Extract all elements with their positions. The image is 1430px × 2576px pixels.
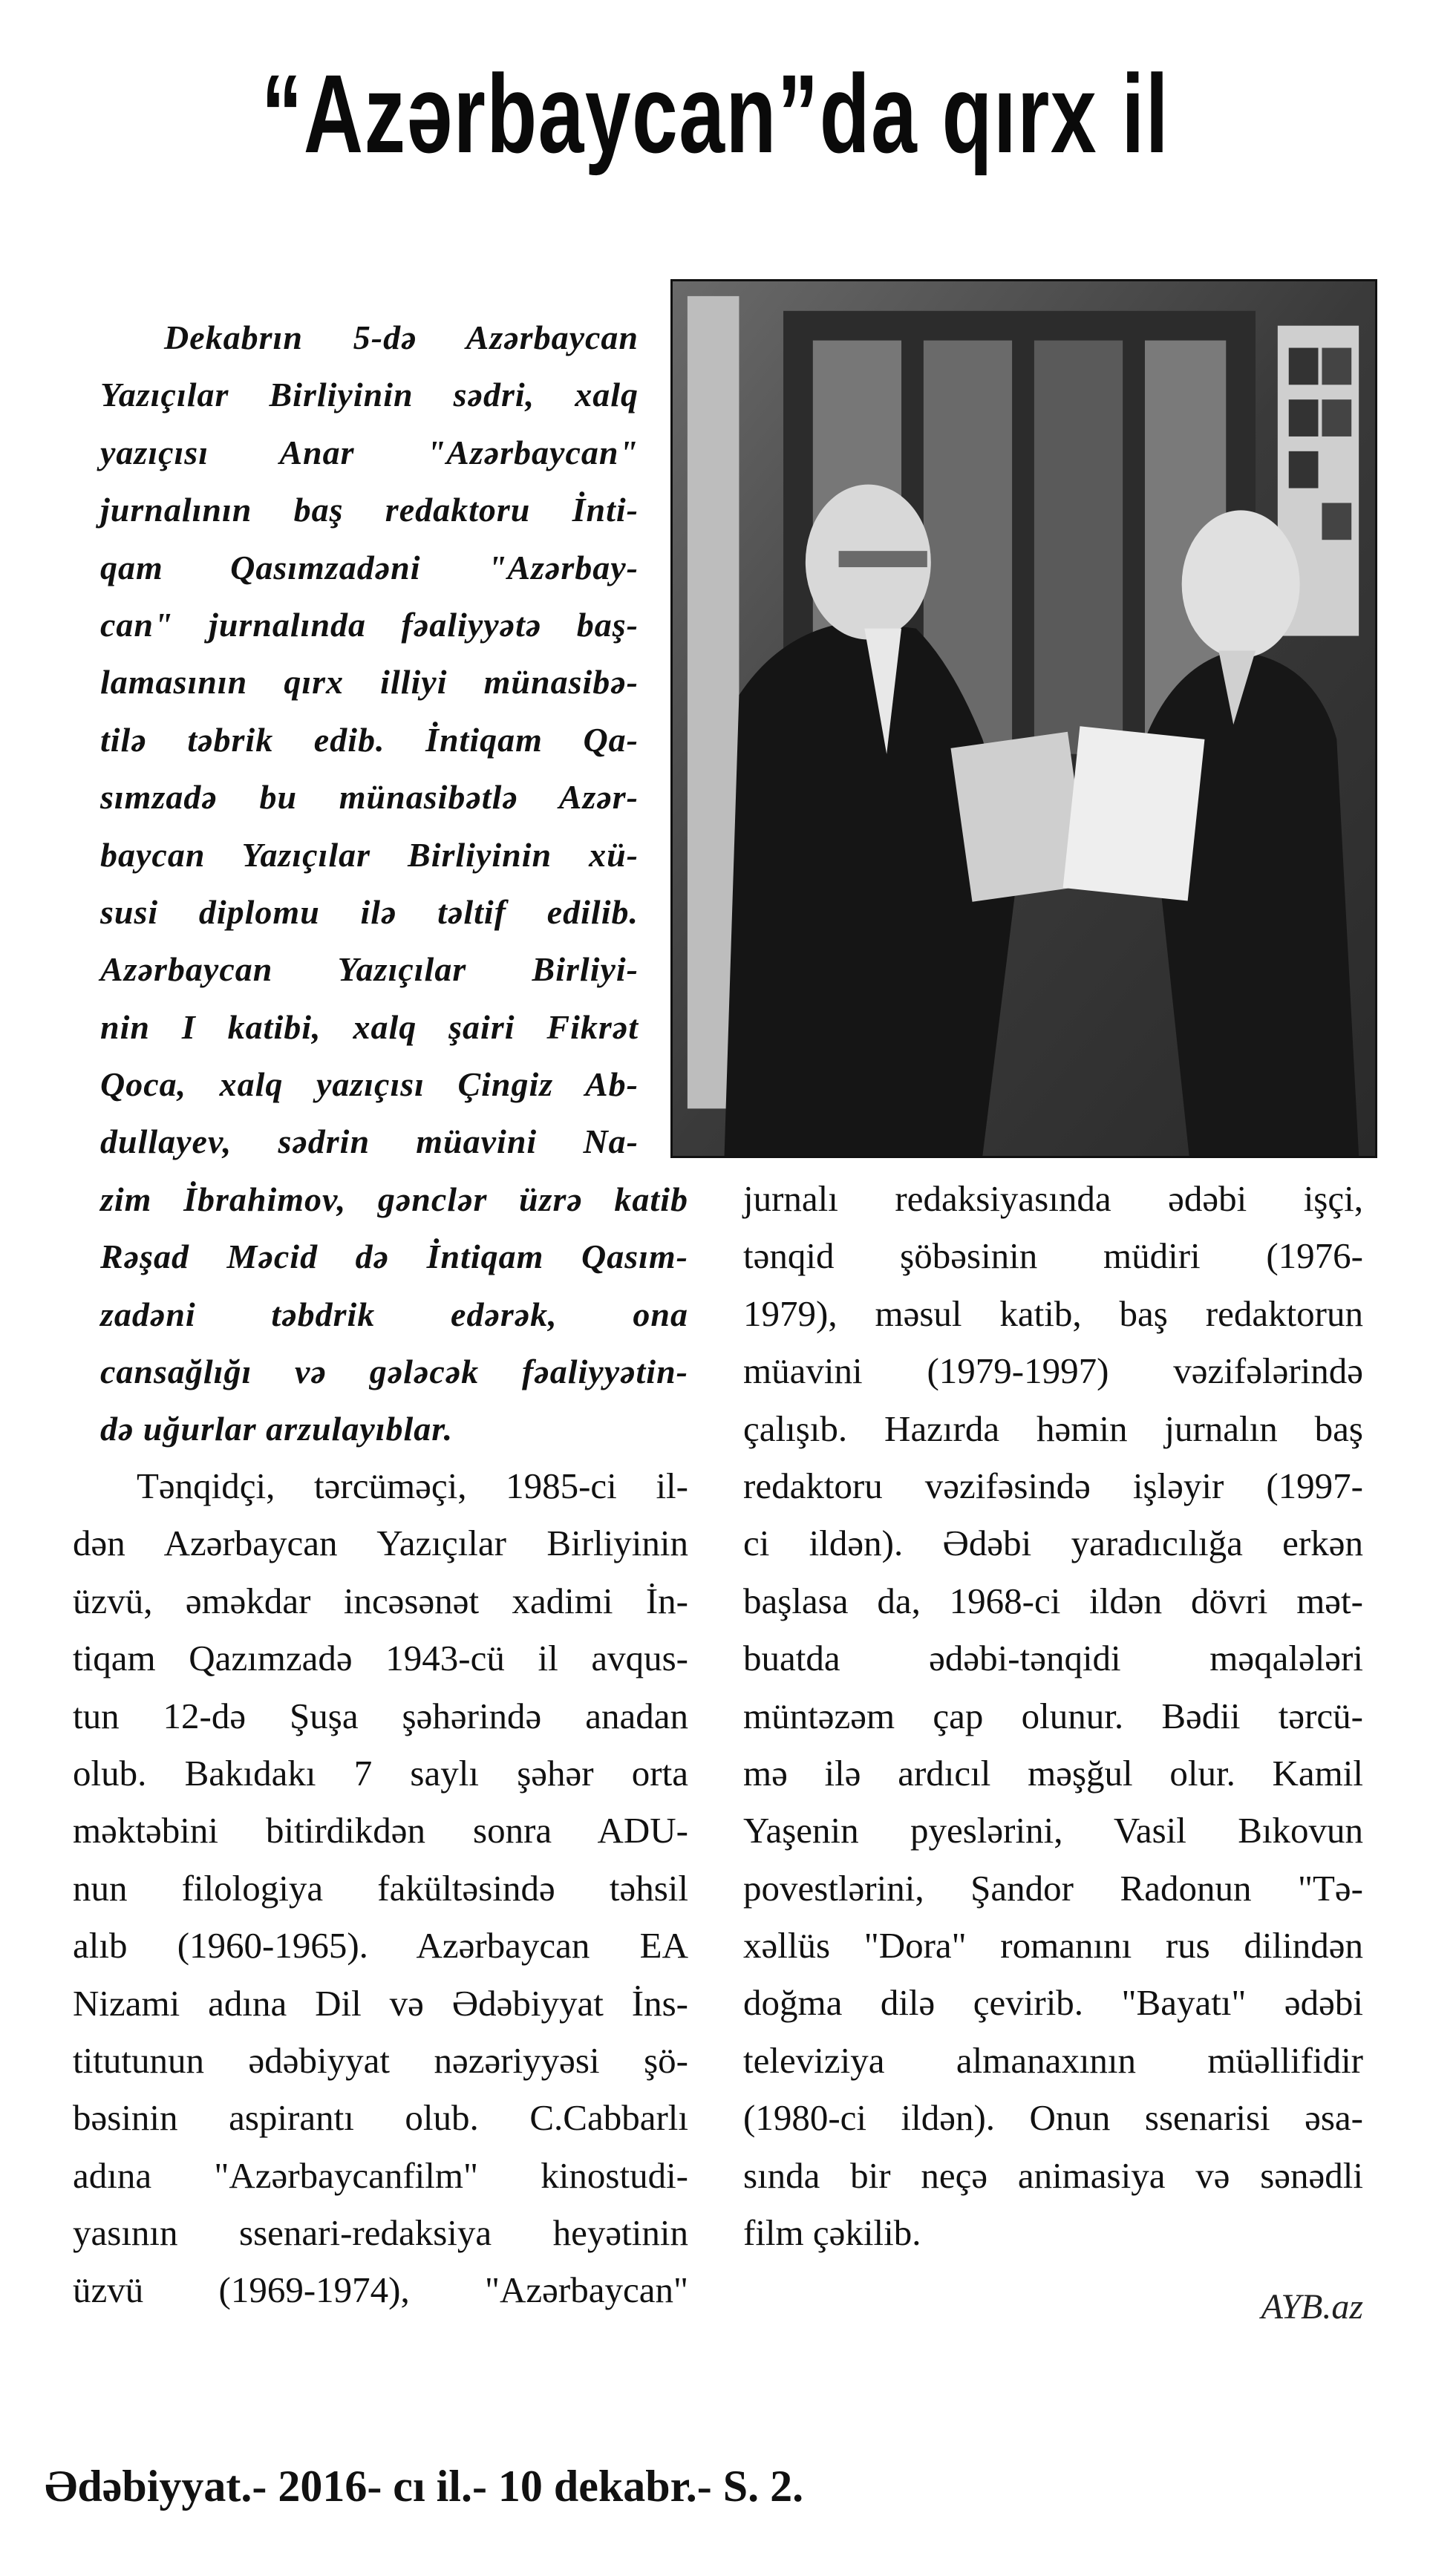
text-line: Dekabrın 5-də Azərbaycan [164, 318, 639, 356]
text-line: dən Azərbaycan Yazıçılar Birliyinin [73, 1523, 688, 1564]
text-line: yasının ssenari-redaksiya heyətinin [73, 2212, 688, 2254]
text-line: tilə təbrik edib. İntiqam Qa- [100, 720, 639, 759]
text-line: mə ilə ardıcıl məşğul olur. Kamil [743, 1752, 1363, 1794]
text-line: Qoca, xalq yazıçısı Çingiz Ab- [100, 1065, 639, 1104]
text-line: müavini (1979-1997) vəzifələrində [743, 1350, 1363, 1392]
text-line: də uğurlar arzulayıblar. [100, 1410, 454, 1448]
text-line: susi diplomu ilə təltif edilib. [100, 892, 639, 931]
text-line: jurnalı redaksiyasında ədəbi işçi, [743, 1178, 1363, 1219]
text-line: tun 12-də Şuşa şəhərində anadan [73, 1695, 688, 1736]
text-line: baycan Yazıçılar Birliyinin xü- [100, 835, 639, 874]
text-line: üzvü, əməkdar incəsənət xadimi İn- [73, 1580, 688, 1621]
text-line: Nizami adına Dil və Ədəbiyyat İns- [73, 1982, 688, 2024]
article-lead [100, 309, 688, 1458]
article-body-right-column [743, 1170, 1363, 2261]
text-line: cansağlığı və gələcək fəaliyyətin- [100, 1353, 688, 1391]
text-line: qam Qasımzadəni "Azərbay- [100, 548, 639, 586]
article-source: AYB.az [1261, 2287, 1363, 2327]
text-line: doğma dilə çevirib. "Bayatı" ədəbi [743, 1982, 1363, 2024]
text-line: başlasa da, 1968-ci ildən dövri mət- [743, 1580, 1363, 1621]
text-line: povestlərini, Şandor Radonun "Tə- [743, 1867, 1363, 1909]
text-line: sımzadə bu münasibətlə Azər- [100, 778, 639, 817]
text-line: jurnalının baş redaktoru İnti- [100, 491, 639, 529]
text-line: zim İbrahimov, gənclər üzrə katib [100, 1180, 688, 1218]
text-line: dullayev, sədrin müavini Na- [100, 1122, 639, 1161]
text-line: (1980-ci ildən). Onun ssenarisi əsa- [743, 2097, 1363, 2139]
text-line: yazıçısı Anar "Azərbaycan" [100, 433, 639, 471]
photo-award-ceremony [673, 281, 1375, 1156]
text-line: redaktoru vəzifəsində işləyir (1997- [743, 1465, 1363, 1506]
article-photo [670, 279, 1377, 1158]
text-line: film çəkilib. [743, 2212, 921, 2254]
text-line: Yaşenin pyeslərini, Vasil Bıkovun [743, 1810, 1363, 1851]
publication-citation: Ədəbiyyat.- 2016- cı il.- 10 dekabr.- S. 2. [45, 2462, 804, 2511]
text-line: çalışıb. Hazırda həmin jurnalın baş [743, 1408, 1363, 1449]
text-line: Azərbaycan Yazıçılar Birliyi- [100, 950, 639, 989]
text-line: Yazıçılar Birliyinin sədri, xalq [100, 376, 639, 414]
text-line: lamasının qırx illiyi münasibə- [100, 663, 639, 702]
text-line: titutunun ədəbiyyat nəzəriyyəsi şö- [73, 2039, 688, 2081]
article-body-left-column [73, 1457, 688, 2319]
text-line: zadəni təbdrik edərək, ona [100, 1295, 688, 1333]
text-line: can" jurnalında fəaliyyətə baş- [100, 605, 639, 644]
text-line: adına "Azərbaycanfilm" kinostudi- [73, 2154, 688, 2196]
text-line: Rəşad Məcid də İntiqam Qasım- [100, 1238, 688, 1276]
text-line: məktəbini bitirdikdən sonra ADU- [73, 1810, 688, 1851]
text-line: televiziya almanaxının müəllifidir [743, 2039, 1363, 2081]
text-line: müntəzəm çap olunur. Bədii tərcü- [743, 1695, 1363, 1736]
text-line: olub. Bakıdakı 7 saylı şəhər orta [73, 1752, 688, 1794]
text-line: tiqam Qazımzadə 1943-cü il avqus- [73, 1638, 688, 1679]
text-line: sında bir neçə animasiya və sənədli [743, 2154, 1363, 2196]
text-line: 1979), məsul katib, baş redaktorun [743, 1292, 1363, 1334]
text-line: bəsinin aspirantı olub. C.Cabbarlı [73, 2097, 688, 2139]
headline: “Azərbaycan”da qırx il [261, 51, 1169, 176]
text-line: nun filologiya fakültəsində təhsil [73, 1867, 688, 1909]
text-line: alıb (1960-1965). Azərbaycan EA [73, 1925, 688, 1967]
text-line: Tənqidçi, tərcüməçi, 1985-ci il- [137, 1465, 688, 1506]
text-line: üzvü (1969-1974), "Azərbaycan" [73, 2269, 688, 2311]
text-line: xəllüs "Dora" romanını rus dilindən [743, 1925, 1363, 1967]
text-line: nin I katibi, xalq şairi Fikrət [100, 1007, 639, 1046]
text-line: tənqid şöbəsinin müdiri (1976- [743, 1235, 1363, 1277]
text-line: ci ildən). Ədəbi yaradıcılığa erkən [743, 1523, 1363, 1564]
text-line: buatda ədəbi-tənqidi məqalələri [743, 1638, 1363, 1679]
headline-container [0, 51, 1430, 176]
